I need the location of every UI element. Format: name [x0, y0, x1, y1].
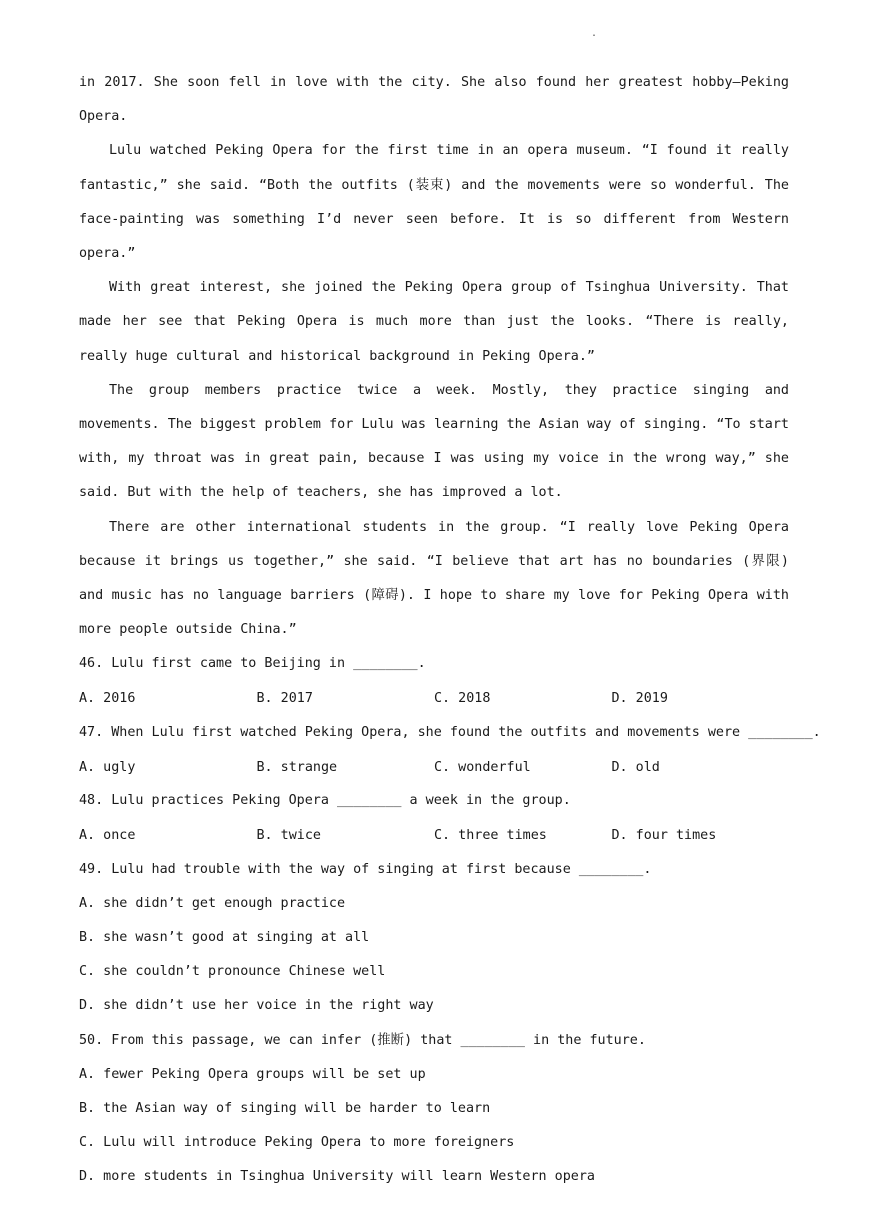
option-row [79, 818, 789, 852]
passage-paragraph-2: Lulu watched Peking Opera for the first time in an opera museum. “I found it really fantastic,” she said. “Both the outfits (装束) and the movements were so wonderful. The face-painting was something I’d never seen before. It is so different from Western opera.” [79, 143, 789, 262]
option-b[interactable]: B. twice [256, 828, 321, 844]
question-48 [79, 784, 789, 852]
option-c[interactable]: C. wonderful [434, 759, 531, 775]
question-stem: 48. Lulu practices Peking Opera ________ a week in the group. [79, 793, 571, 809]
option-a[interactable]: A. she didn’t get enough practice [79, 895, 346, 911]
question-47 [79, 716, 821, 784]
option-c[interactable]: C. 2018 [434, 691, 491, 707]
option-b[interactable]: B. strange [256, 759, 338, 775]
option-c[interactable]: C. three times [434, 828, 547, 844]
question-stem: 47. When Lulu first watched Peking Opera, she found the outfits and movements were ________. [79, 724, 821, 740]
option-row [79, 682, 789, 716]
question-50 [79, 1024, 789, 1195]
option-d[interactable]: D. four times [611, 828, 717, 844]
option-b[interactable]: B. the Asian way of singing will be harder to learn [79, 1101, 491, 1117]
question-stem: 49. Lulu had trouble with the way of singing at first because ________. [79, 861, 652, 877]
option-d[interactable]: D. 2019 [611, 691, 668, 707]
option-a[interactable]: A. fewer Peking Opera groups will be set up [79, 1066, 426, 1082]
page-marker-dot: . [591, 28, 598, 39]
option-c[interactable]: C. she couldn’t pronounce Chinese well [79, 964, 386, 980]
question-stem: 50. From this passage, we can infer (推断) that ________ in the future. [79, 1032, 646, 1048]
option-row [79, 750, 789, 784]
option-c[interactable]: C. Lulu will introduce Peking Opera to more foreigners [79, 1135, 515, 1151]
option-a[interactable]: A. once [79, 828, 136, 844]
option-a[interactable]: A. ugly [79, 759, 136, 775]
option-b[interactable]: B. she wasn’t good at singing at all [79, 930, 370, 946]
reading-passage [79, 66, 789, 647]
passage-paragraph-4: The group members practice twice a week. Mostly, they practice singing and movements. The biggest problem for Lulu was learning the Asian way of singing. “To start with, my throat was in great pain, because I was using my voice in the wrong way,” she said. But with the help of teachers, she has improved a lot. [79, 382, 789, 501]
document-page [79, 66, 821, 1195]
passage-paragraph-3: With great interest, she joined the Peking Opera group of Tsinghua University. That made her see that Peking Opera is much more than just the looks. “There is really, really huge cultural and historical background in Peking Opera.” [79, 280, 789, 364]
passage-paragraph-5: There are other international students in the group. “I really love Peking Opera because it brings us together,” she said. “I believe that art has no boundaries (界限) and music has no language barriers (障碍). I hope to share my love for Peking Opera with more people outside China.” [79, 519, 789, 638]
passage-paragraph-1: in 2017. She soon fell in love with the city. She also found her greatest hobby—Peking Opera. [79, 75, 789, 125]
question-list [79, 647, 821, 1194]
question-49 [79, 853, 789, 1024]
question-46 [79, 647, 789, 715]
option-d[interactable]: D. she didn’t use her voice in the right way [79, 998, 434, 1014]
option-a[interactable]: A. 2016 [79, 691, 136, 707]
question-stem: 46. Lulu first came to Beijing in ________. [79, 656, 426, 672]
option-b[interactable]: B. 2017 [256, 691, 313, 707]
option-d[interactable]: D. more students in Tsinghua University will learn Western opera [79, 1169, 595, 1185]
option-d[interactable]: D. old [611, 759, 660, 775]
